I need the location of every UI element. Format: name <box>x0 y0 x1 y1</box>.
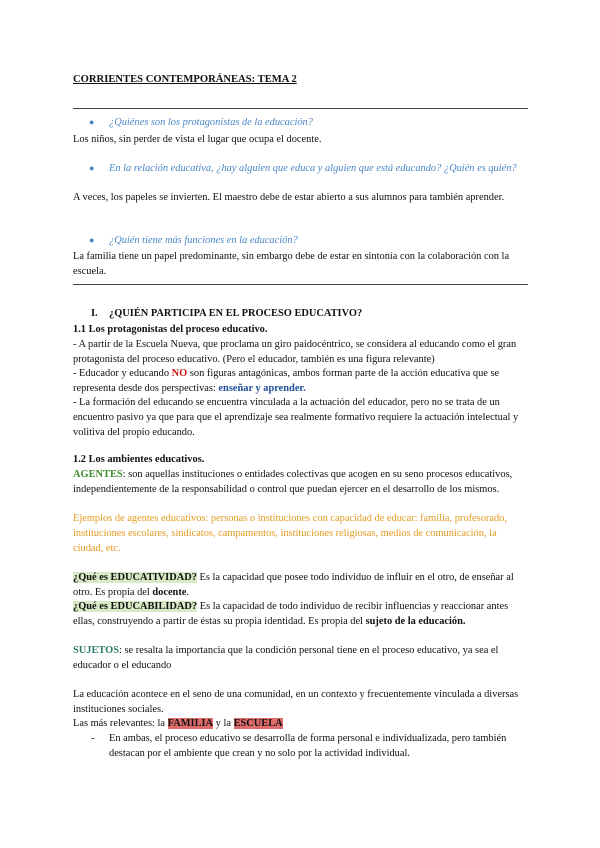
sujetos-label: SUJETOS <box>73 645 120 656</box>
section-number: I. <box>91 308 98 319</box>
agentes-label: AGENTES <box>73 469 123 480</box>
section-heading: ¿QUIÉN PARTICIPA EN EL PROCESO EDUCATIVO? <box>109 308 363 319</box>
educatividad-paragraph: ¿Qué es EDUCATIVIDAD? Es la capacidad que posee todo individuo de influir en el otro, de enseñar al otro. Es propia del docente. <box>73 572 514 598</box>
relevantes-paragraph: Las más relevantes: la FAMILIA y la ESCUELA <box>73 718 283 729</box>
agentes-paragraph: AGENTES: son aquellas instituciones o entidades colectivas que acogen en su seno procesos educativos, independientemente de la responsabilidad o control que puedan ejercer en el desarrollo de los mismos. <box>73 469 513 495</box>
familia-highlight: FAMILIA <box>167 718 214 729</box>
question-text: ¿Quién tiene más funciones en la educación? <box>109 235 298 246</box>
divider-bottom <box>73 284 528 285</box>
educabilidad-paragraph: ¿Qué es EDUCABILIDAD? Es la capacidad de todo individuo de recibir influencias y reaccionar antes ellas, construyendo a partir de éstas su propia identidad. Es propia del sujeto de la educación. <box>73 601 509 627</box>
bullet-icon: ● <box>89 117 95 127</box>
educabilidad-label: ¿Qué es EDUCABILIDAD? <box>73 601 198 612</box>
dash-marker: - <box>91 733 95 744</box>
paragraph-1-1-a: - A partir de la Escuela Nueva, que proclama un giro paidocéntrico, se considera al educando como el gran protagonista del proceso educativo. (Pero el educador, también es una figura relevante) <box>73 339 517 365</box>
bullet-icon: ● <box>89 235 95 245</box>
question-text: En la relación educativa, ¿hay alguien que educa y alguien que está educando? ¿Quién es quién? <box>109 163 517 174</box>
answer-2: A veces, los papeles se invierten. El maestro debe de estar abierto a sus alumnos para también aprender. <box>73 192 505 203</box>
ejemplos-paragraph: Ejemplos de agentes educativos: personas o instituciones con capacidad de educar: familia, profesorado, instituciones escolares, sindicatos, campamentos, instituciones religiosas, medios de comunicación, la ciudad, etc. <box>73 513 507 554</box>
subsection-1-2-heading: 1.2 Los ambientes educativos. <box>73 454 205 465</box>
answer-3: La familia tiene un papel predominante, sin embargo debe de estar en sintonía con la colaboración con la escuela. <box>73 251 510 277</box>
sujetos-paragraph: SUJETOS: se resalta la importancia que la condición personal tiene en el proceso educativo, ya sea el educador o el educando <box>73 645 499 671</box>
divider-top <box>73 108 528 109</box>
paragraph-1-1-b: - Educador y educando NO son figuras antagónicas, ambos forman parte de la acción educativa que se representa desde dos perspectivas: enseñar y aprender. <box>73 368 500 394</box>
answer-1: Los niños, sin perder de vista el lugar que ocupa el docente. <box>73 134 322 145</box>
no-emphasis: NO <box>171 368 188 379</box>
list-item-text: En ambas, el proceso educativo se desarrolla de forma personal e individualizada, pero también destacan por el ambiente que crean y no solo por la actividad individual. <box>109 733 507 759</box>
ensenar-aprender-emphasis: enseñar y aprender. <box>218 383 306 394</box>
paragraph-1-1-c: - La formación del educando se encuentra vinculada a la actuación del educador, pero no se trata de un encuentro pasivo ya que para que el aprendizaje sea realmente formativo requiere la actuación intelectual y volitiva del propio educando. <box>73 397 519 438</box>
educatividad-label: ¿Qué es EDUCATIVIDAD? <box>73 572 197 583</box>
bullet-icon: ● <box>89 163 95 173</box>
comunidad-paragraph: La educación acontece en el seno de una comunidad, en un contexto y frecuentemente vinculada a diversas instituciones sociales. <box>73 689 519 715</box>
question-text: ¿Quiénes son los protagonistas de la educación? <box>109 117 313 128</box>
document-title: CORRIENTES CONTEMPORÁNEAS: TEMA 2 <box>73 74 297 85</box>
subsection-1-1-heading: 1.1 Los protagonistas del proceso educativo. <box>73 324 268 335</box>
escuela-highlight: ESCUELA <box>233 718 283 729</box>
